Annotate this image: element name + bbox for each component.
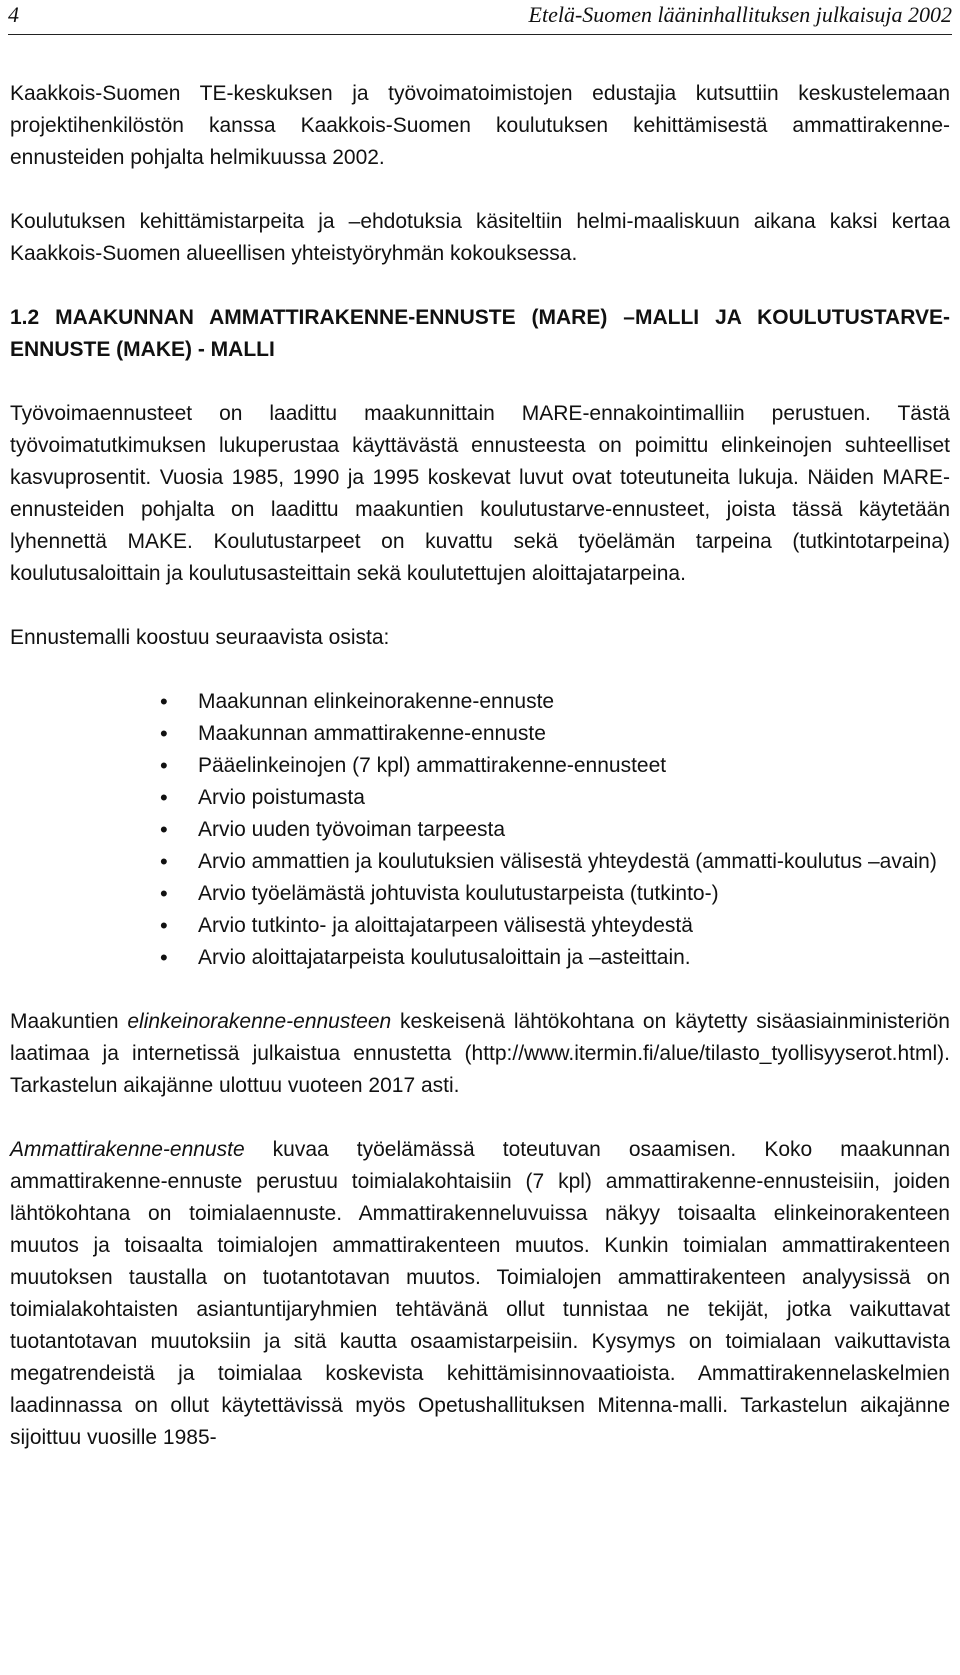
paragraph-4: Ennustemalli koostuu seuraavista osista: bbox=[10, 626, 390, 649]
list-item bbox=[10, 846, 950, 878]
running-title: Etelä-Suomen lääninhallituksen julkaisuja 2002 bbox=[528, 2, 952, 27]
paragraph-3: Työvoimaennusteet on laadittu maakunnittain MARE-ennakointimalliin perustuen. Tästä työvoimatutkimuksen lukuperustaa käyttävästä ennusteesta on poimittu elinkeinojen suhteelliset kasvuprosentit. Vuosia 1985, 1990 ja 1995 koskevat luvut ovat toteutuneita lukuja. Näiden MARE-ennusteiden pohjalta on laadittu maakuntien koulutustarve-ennusteet, joista tässä käytetään lyhennettä MAKE. Koulutustarpeet on kuvattu sekä työelämän tarpeina (tutkintotarpeina) koulutusaloittain ja koulutusasteittain sekä koulutettujen aloittajatarpeina. bbox=[10, 402, 950, 585]
bullet-list bbox=[10, 686, 950, 974]
bullet-icon: • bbox=[160, 945, 168, 970]
list-item-text: Arvio tutkinto- ja aloittajatarpeen välisestä yhteydestä bbox=[198, 914, 693, 937]
list-item-text: Pääelinkeinojen (7 kpl) ammattirakenne-ennusteet bbox=[198, 754, 667, 777]
bullet-icon: • bbox=[160, 849, 168, 874]
list-item bbox=[10, 942, 950, 974]
list-item bbox=[10, 718, 950, 750]
paragraph-2: Koulutuksen kehittämistarpeita ja –ehdotuksia käsiteltiin helmi-maaliskuun aikana kaksi kertaa Kaakkois-Suomen alueellisen yhteistyöryhmän kokouksessa. bbox=[10, 210, 950, 265]
bullet-icon: • bbox=[160, 817, 168, 842]
paragraph-5-rest: keskeisenä lähtökohtana on käytetty sisäasiainministeriön laatimaa ja internetissä julkaistua ennustetta (http://www.itermin.fi/alue/tilasto_tyollisyyserot.html). Tarkastelun aikajänne ulottuu vuoteen 2017 asti. bbox=[10, 1010, 950, 1097]
list-item bbox=[10, 878, 950, 910]
bullet-icon: • bbox=[160, 785, 168, 810]
list-item-text: Maakunnan ammattirakenne-ennuste bbox=[198, 722, 546, 745]
paragraph-6-emphasis: Ammattirakenne-ennuste bbox=[10, 1138, 245, 1161]
bullet-icon: • bbox=[160, 881, 168, 906]
list-item-text: Arvio työelämästä johtuvista koulutustarpeista (tutkinto-) bbox=[198, 882, 719, 905]
list-item-text: Arvio poistumasta bbox=[198, 786, 365, 809]
page-number: 4 bbox=[8, 2, 19, 27]
list-item-text: Arvio aloittajatarpeista koulutusaloittain ja –asteittain. bbox=[198, 946, 691, 969]
list-item bbox=[10, 750, 950, 782]
bullet-icon: • bbox=[160, 721, 168, 746]
list-item bbox=[10, 814, 950, 846]
list-item-text: Arvio uuden työvoiman tarpeesta bbox=[198, 818, 506, 841]
paragraph-5-emphasis: elinkeinorakenne-ennusteen bbox=[127, 1010, 392, 1033]
paragraph-1: Kaakkois-Suomen TE-keskuksen ja työvoimatoimistojen edustajia kutsuttiin keskustelemaan projektihenkilöstön kanssa Kaakkois-Suomen koulutuksen kehittämisestä ammattirakenne-ennusteiden pohjalta helmikuussa 2002. bbox=[10, 82, 950, 169]
paragraph-5-lead: Maakuntien bbox=[10, 1010, 128, 1033]
bullet-icon: • bbox=[160, 913, 168, 938]
page-header bbox=[8, 0, 952, 35]
body-text bbox=[10, 78, 950, 1486]
list-item bbox=[10, 910, 950, 942]
list-item bbox=[10, 782, 950, 814]
paragraph-6 bbox=[10, 1134, 950, 1454]
list-item-text: Arvio ammattien ja koulutuksien välisestä yhteydestä (ammatti-koulutus –avain) bbox=[198, 850, 937, 873]
bullet-icon: • bbox=[160, 689, 168, 714]
bullet-icon: • bbox=[160, 753, 168, 778]
paragraph-5 bbox=[10, 1006, 950, 1102]
list-item-text: Maakunnan elinkeinorakenne-ennuste bbox=[198, 690, 555, 713]
list-item bbox=[10, 686, 950, 718]
paragraph-6-rest: kuvaa työelämässä toteutuvan osaamisen. Koko maakunnan ammattirakenne-ennuste perustuu toimialakohtaisiin (7 kpl) ammattirakenne-ennusteisiin, joiden lähtökohtana on toimialaennuste. Ammattirakenneluvuissa näkyy toisaalta elinkeinorakenteen muutos ja toisaalta toimialojen ammattirakenteen muutos. Kunkin toimialan ammattirakenteen muutoksen taustalla on tuotantotavan muutos. Toimialojen ammattirakenteen analyysissä on toimialakohtaisten asiantuntijaryhmien tehtävänä ollut tunnistaa ne tekijät, jotka vaikuttavat tuotantotavan muutoksiin ja sitä kautta osaamistarpeisiin. Kysymys on toimialaan vaikuttavista megatrendeistä ja toimialaa koskevista kehittämisinnovaatioista. Ammattirakennelaskelmien laadinnassa on ollut käytettävissä myös Opetushallituksen Mitenna-malli. Tarkastelun aikajänne sijoittuu vuosille 1985- bbox=[10, 1138, 950, 1449]
section-heading: 1.2 MAAKUNNAN AMMATTIRAKENNE-ENNUSTE (MARE) –MALLI JA KOULUTUSTARVE-ENNUSTE (MAKE) - MALLI bbox=[10, 306, 950, 361]
